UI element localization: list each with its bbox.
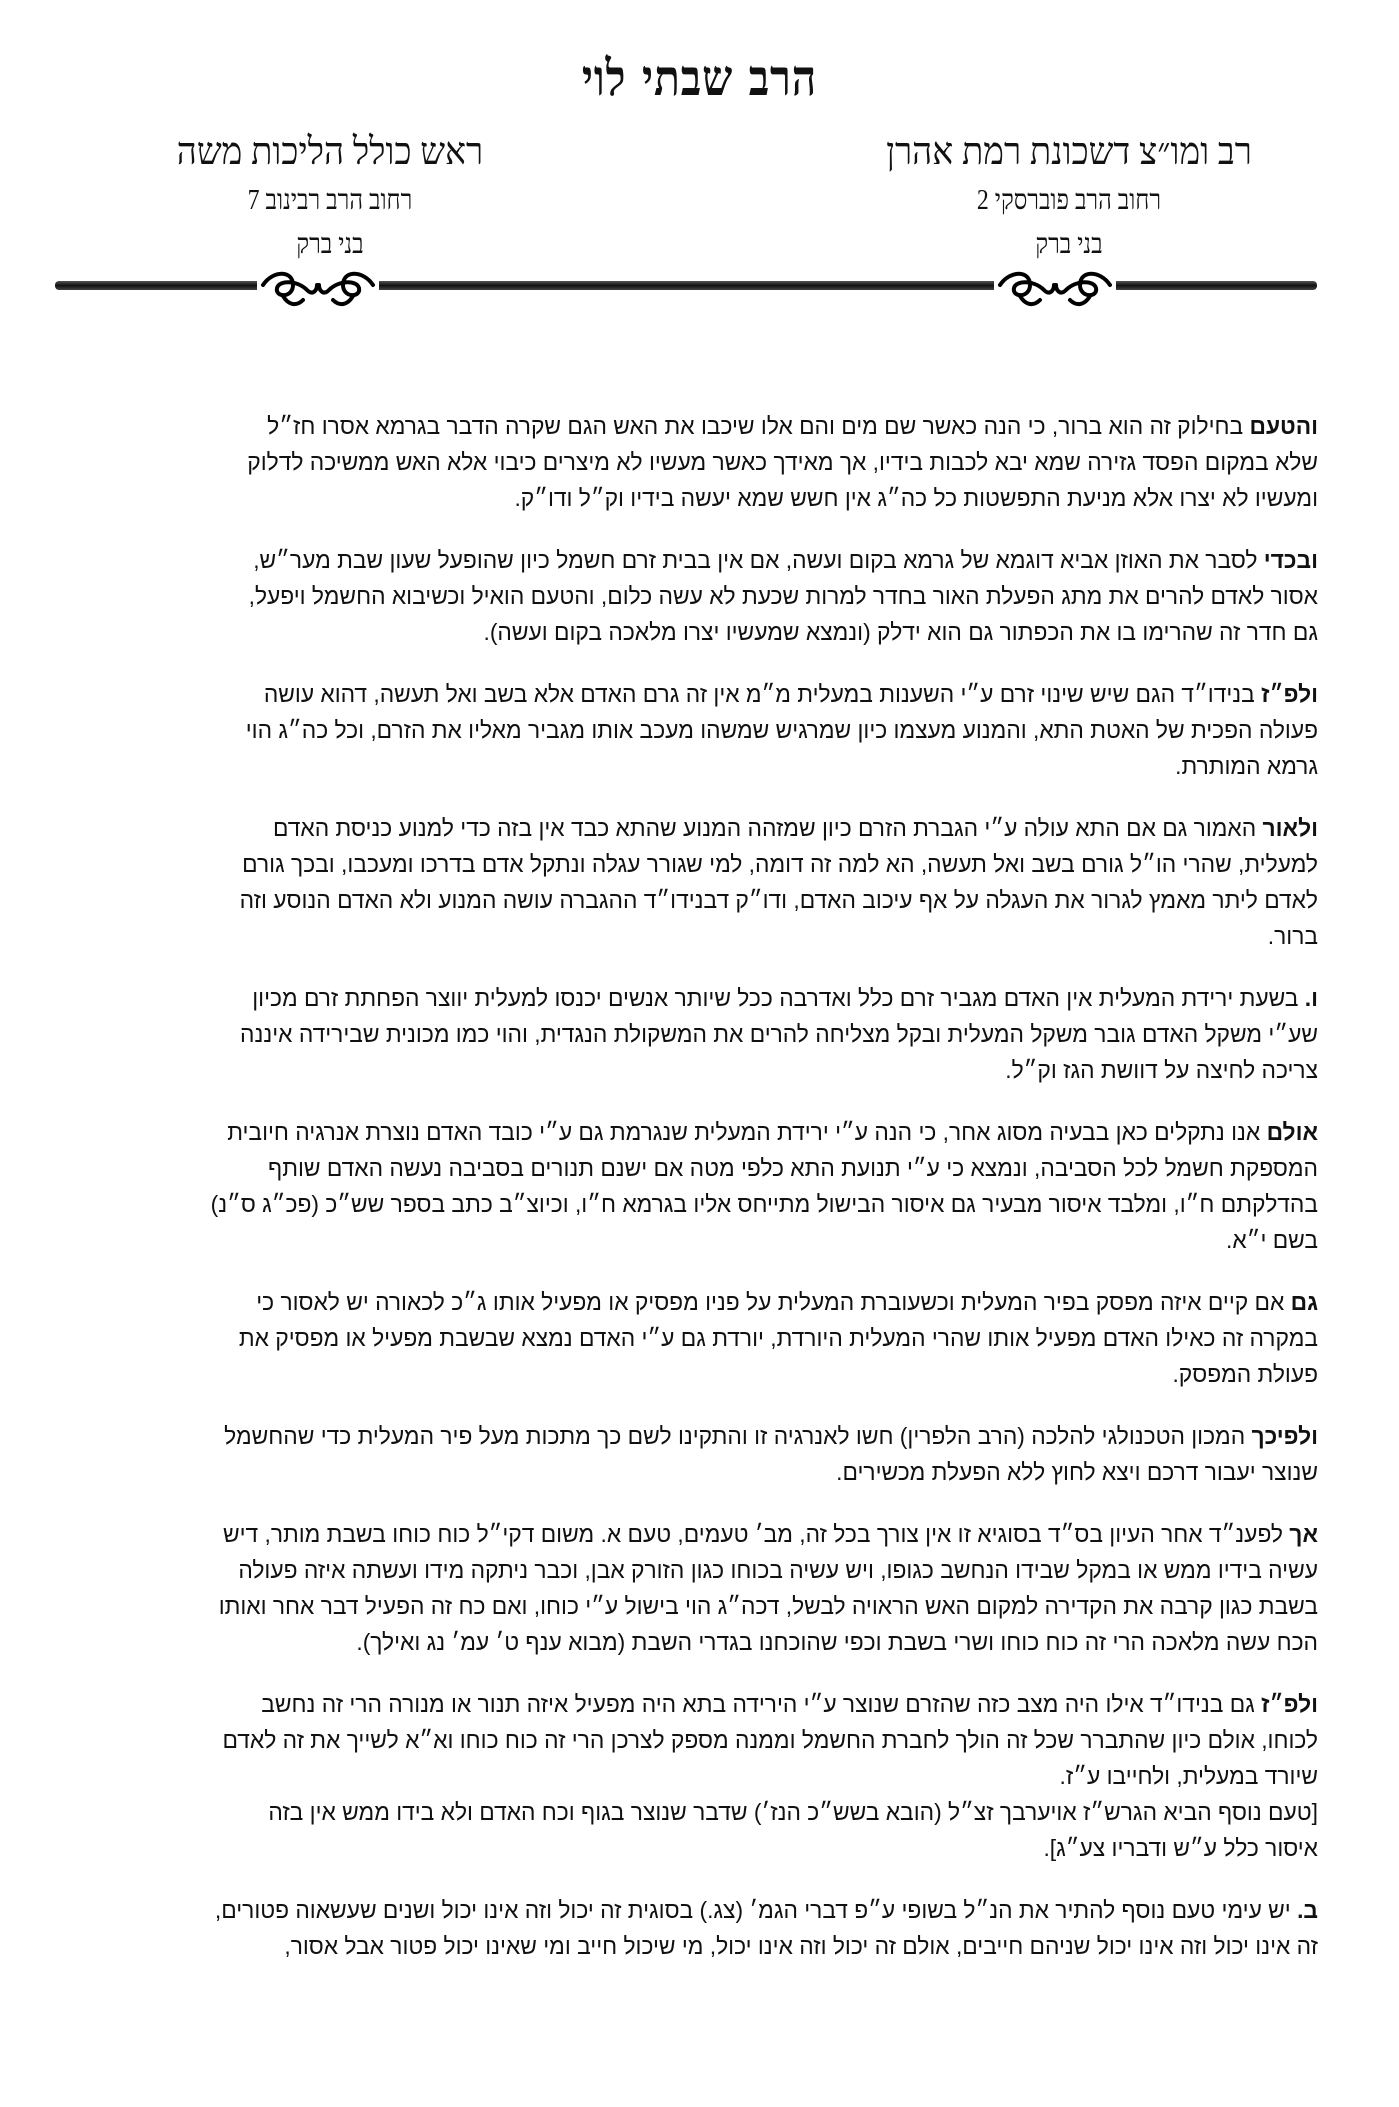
letterhead-right-column — [809, 125, 1329, 267]
paragraph-lead-word: גם — [1290, 1289, 1318, 1315]
paragraph-lead-word: ב. — [1297, 1897, 1318, 1923]
paragraph-lead-word: ולפ״ז — [1261, 681, 1318, 707]
ornamental-divider — [55, 260, 1317, 310]
paragraph-lead-word: ולאור — [1262, 815, 1318, 841]
page-title: הרב שבתי לוי — [581, 48, 818, 107]
address-city-left: בני ברק — [296, 229, 364, 260]
address-city-right: בני ברק — [1035, 229, 1103, 260]
paragraph-lead-word: ובכדי — [1263, 547, 1318, 573]
paragraph-lead-word: ולפ״ז — [1261, 1691, 1318, 1717]
paragraph-lead-word: והטעם — [1249, 413, 1318, 439]
paragraph: והטעם בחילוק זה הוא ברור, כי הנה כאשר שם מים והם אלו שיכבו את האש הגם שקרה הדבר בגרמא אסרו חז״ל שלא במקום הפסד גזירה שמא יבא לכבות בידיו, אך מאידך כאשר מעשיו לא מיצרים כיבוי אלא האש ממשיכה לדלוק ומעשיו לא יצרו אלא מניעת התפשטות כל כה״ג אין חשש שמא יעשה בידיו וק״ל ודו״ק. — [247, 413, 1318, 511]
letterhead-left-column — [70, 125, 590, 267]
paragraph-lead-word: אך — [1289, 1521, 1318, 1547]
paragraph: ולאור האמור גם אם התא עולה ע״י הגברת הזרם כיון שמזהה המנוע שהתא כבד אין בזה כדי למנוע כניסת האדם למעלית, שהרי הו״ל גורם בשב ואל תעשה, הא למה זה דומה, למי שגורר עגלה ונתקל אדם בדרכו ומעכבו, ובכך גורם לאדם ליתר מאמץ לגרור את העגלה על אף עיכוב האדם, ודו״ק דבנידו״ד ההגברה עושה המנוע ולא האדם הנוסע וזה ברור. — [239, 815, 1319, 949]
paragraph-lead-word: ו. — [1304, 985, 1318, 1011]
paragraph: ולפיכך המכון הטכנולגי להלכה (הרב הלפרין) חשו לאנרגיה זו והתקינו לשם כך מתכות מעל פיר המעלית כדי שהחשמל שנוצר יעבור דרכם ויצא לחוץ ללא הפעלת מכשירים. — [224, 1423, 1318, 1485]
paragraph: אולם אנו נתקלים כאן בבעיה מסוג אחר, כי הנה ע״י ירידת המעלית שנגרמת גם ע״י כובד האדם נוצרת אנרגיה חיובית המספקת חשמל לכל הסביבה, ונמצא כי ע״י תנועת התא כלפי מטה אם ישנם תנורים בסביבה נעשה האדם שותף בהדלקתם ח״ו, ומלבד איסור מבעיר גם איסור הבישול מתייחס אליו בגרמא ח״ו, וכיוצ״ב כתב בספר שש״כ (פכ״ג ס״נ) בשם י״א. — [210, 1119, 1319, 1253]
paragraph: אך לפענ״ד אחר העיון בס״ד בסוגיא זו אין צורך בכל זה, מב׳ טעמים, טעם א. משום דקי״ל כוח כוחו בשבת מותר, דיש עשיה בידיו ממש או במקל שבידו הנחשב כגופו, ויש עשיה בכוחו כגון הזורק אבן, וכבר ניתקה מידו ועשתה איזה פעולה בשבת כגון קרבה את הקדירה למקום האש הראויה לבשל, דכה״ג הוי בישול ע״י כוחו, ואם כח זה הפעיל דבר אחר ואותו הכח עשה מלאכה הרי זה כוח כוחו ושרי בשבת וכפי שהוכחנו בגדרי השבת (מבוא ענף ט׳ עמ׳ נג ואילך). — [218, 1521, 1319, 1655]
flourish-divider-icon — [55, 260, 1317, 310]
paragraph: ב. יש עימי טעם נוסף להתיר את הנ״ל בשופי ע״פ דברי הגמ׳ (צג.) בסוגית זה יכול וזה אינו יכול ושנים שעשאוה פטורים, זה אינו יכול וזה אינו יכול שניהם חייבים, אולם זה יכול וזה אינו יכול, מי שיכול חייב ומי שאינו יכול פטור אבל אסור, — [214, 1897, 1319, 1959]
paragraph: ולפ״ז גם בנידו״ד אילו היה מצב כזה שהזרם שנוצר ע״י הירידה בתא היה מפעיל איזה תנור או מנורה הרי זה נחשב לכוחו, אולם כיון שהתברר שכל זה הולך לחברת החשמל וממנה מספק לצרכן הרי זה כוח כוחו וא״א לשייך את זה לאדם שיורד במעלית, ולחייבו ע״ז. [טעם נוסף הביא הגרש״ז אויערבך זצ״ל (הובא בשש״כ הנז׳) שדבר שנוצר בגוף וכח האדם ולא בידו ממש אין בזה איסור כלל ע״ש ודבריו צע״ג]. — [222, 1691, 1318, 1861]
rabbi-role-right: רב ומו״צ דשכונת רמת אהרן — [886, 131, 1252, 173]
rabbi-role-left: ראש כולל הליכות משה — [176, 131, 484, 173]
paragraph: ו. בשעת ירידת המעלית אין האדם מגביר זרם כלל ואדרבה ככל שיותר אנשים יכנסו למעלית יווצר הפחתת זרם מכיון שע״י משקל האדם גובר משקל המעלית ובקל מצליחה להרים את המשקולת הנגדית, והוי כמו מכונית שבירידה איננה צריכה לחיצה על דוושת הגז וק״ל. — [240, 985, 1318, 1083]
paragraph-lead-word: ולפיכך — [1251, 1423, 1318, 1449]
paragraph-lead-word: אולם — [1266, 1119, 1318, 1145]
paragraph: ובכדי לסבר את האוזן אביא דוגמא של גרמא בקום ועשה, אם אין בבית זרם חשמל כיון שהופעל שעון שבת מער״ש, אסור לאדם להרים את מתג הפעלת האור בחדר למרות שכעת לא עשה כלום, והטעם הואיל וכשיבוא החשמל ויפעל, גם חדר זה שהרימו בו את הכפתור גם הוא ידלק (ונמצא שמעשיו יצרו מלאכה בקום ועשה). — [248, 547, 1318, 645]
address-street-right: רחוב הרב פוברסקי 2 — [976, 185, 1162, 216]
address-street-left: רחוב הרב רבינוב 7 — [247, 185, 413, 216]
document-body — [84, 408, 1318, 1990]
paragraph: ולפ״ז בנידו״ד הגם שיש שינוי זרם ע״י השענות במעלית מ״מ אין זה גרם האדם אלא בשב ואל תעשה, דהוא עושה פעולה הפכית של האטת התא, והמנוע מעצמו כיון שמרגיש שמשהו מעכב אותו מגביר מאליו את הזרם, וכל כה״ג הוי גרמא המותרת. — [245, 681, 1318, 779]
paragraph: גם אם קיים איזה מפסק בפיר המעלית וכשעוברת המעלית על פניו מפסיק או מפעיל אותו ג״כ לכאורה יש לאסור כי במקרה זה כאילו האדם מפעיל אותו שהרי המעלית היורדת, יורדת גם ע״י האדם נמצא שבשבת מפעיל או מפסיק את פעולת המפסק. — [238, 1289, 1319, 1387]
